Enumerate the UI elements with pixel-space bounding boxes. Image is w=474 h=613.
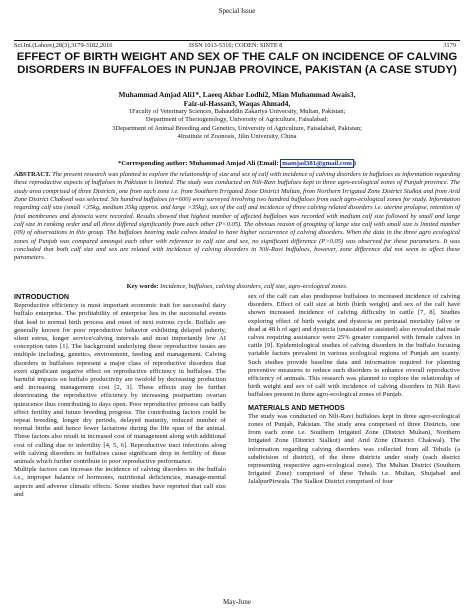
affiliation-line: 3Department of Animal Breeding and Genetics, University of Agriculture, Faisalabad, Pakistan; (112, 124, 362, 132)
special-issue-label: Special Issue (218, 7, 256, 15)
keywords-text: Incidence, buffaloes, calving disorders, calf size, agro-ecological zones. (158, 283, 348, 290)
affiliation-line: Department of Theriogenology, University of Agriculture, Faisalabad; (145, 116, 329, 124)
methods-paragraph: The study was conducted on Nili-Ravi buffaloes kept in three agro-ecological zones of Punjab, Pakistan. The study area comprised of three Districts, one from each zone i.e. Southern Irrigated Zone (District Multan), Northern Irrigated Zone (District Sialkot) and Arid Zone (District Chakwal). The information regarding calving disorders was collected from all Tehsils (a subdivision of district), of the three districts under study (each district representing respective agro-ecological zone). The Multan District (Southern Irrigated Zone) comprised of three Tehsils i.e. Multan, Shujabad and JalalpurPirwala. The Sialkot District comprised of four (248, 412, 460, 486)
issn-text: ISSN 1013-5316; CODEN: SINTE 8 (189, 42, 283, 49)
corresponding-author (14, 160, 460, 167)
introduction-paragraph: Reproductive efficiency is most important economic trait for successful dairy buffalo enterprise. The profitability of enterprise lies in the successful events that lead to normal birth process and onset of next estrous cycle. Buffalo are generally known for poor reproductive behavior exhibiting delayed puberty, silent estrus, longer service/calving intervals and most importantly low AI conception rates [1]. The background underlying these reproductive issues are multiple including, genetics, environment, feeding and management. Calving disorders in buffaloes represent a major class of reproductive disorders that exert significant negative effect on reproductive efficiency in buffaloes. The harmful impacts on buffalo productivity are twofold by decreasing production and increasing management cost [2, 3]. These effects may be further deteriorating the reproductive efficiency by increasing postpartum ovarian quiescence thus contributing to days open. Poor reproductive process can badly effect fertility and future breeding progress. The contributing factors could be repeat breeding, longer dry periods, delayed maturity, reduced number of normal births and hence fewer lactations during the life span of the animal. These factors also result in increased cost of management along with additional cost of culling due to infertility [4, 5, 6]. Reproductive tract infections along with calving disorders in buffaloes cause significant drop in fertility of these animals which further contribute to poor reproductive performance. (14, 302, 226, 466)
author-line: Muhammad Amjad Ali1*, Laeeq Akbar Lodhi2, Mian Muhammad Awais3, (118, 90, 356, 99)
corresponding-label: *Corresponding author: Muhammad Amjad Ali (Email: (117, 160, 281, 167)
left-column (14, 293, 226, 499)
citation-text: Sci.Int.(Lahore),28(3),3179-3182,2016 (14, 42, 113, 49)
corresponding-suffix: ) (353, 160, 357, 167)
author-line: Faiz-ul-Hassan3, Waqas Ahmad4, (183, 99, 291, 108)
affiliation-line: 1Faculty of Veterinary Sciences, Bahauddin Zakariya University, Multan, Pakistan; (128, 108, 346, 115)
introduction-paragraph: Multiple factors can increase the incidence of calving disorders in the buffalo i.e., improper balance of hormones, nutritional deficiencies, manage-mental aspects and adverse climatic effects. Some studies have reported that calf size and (14, 466, 226, 498)
introduction-heading: INTRODUCTION (14, 292, 70, 301)
abstract (14, 171, 460, 263)
affiliation-list (14, 108, 460, 141)
right-column (248, 293, 460, 487)
header-rule (14, 40, 460, 41)
email-link[interactable]: mamjad381@gmail.com (282, 160, 352, 167)
keywords-label: Key words: (126, 283, 159, 290)
abstract-label: ABSTRACT. (14, 171, 51, 178)
body-paragraph: sex of the calf can also predispose buffaloes to increased incidence of calving disorders. Effect of calf size at birth (birth weight) and sex of the calf have shown increased incidence of calving difficulty in cattle [7, 8]. Studies exploring effect of birth weight and dystocia on perinatal mortality (alive or dead at 48 h of age) and dystocia (unassisted or assisted) also revealed that male calves requiring assistance were 25% greater compared with female calves in cattle [9]. Epidemiological studies of calving disorders in the buffalo focusing variable factors prevalent in various ecological regions of Punjab are scanty. Such studies provide baseline data and information required for planning preventive measures to reduce such disorders to enhance overall reproductive efficiency of animals. This research was planned to explore the relationship of birth weight and sex of calf with incidence of calving disorders in Nili Ravi buffaloes present in three agro-ecological zones of Punjab. (248, 293, 460, 399)
affiliation-line: 4Institute of Zoonosis, Jilin University, China (177, 132, 297, 140)
methods-heading: MATERIALS AND METHODS (248, 402, 345, 412)
author-list (14, 90, 460, 108)
keywords (14, 283, 460, 290)
page-number: 3179 (443, 42, 456, 49)
abstract-text: The present research was planned to explore the relationship of size and sex of calf with incidence of calving disorders in buffaloes as information regarding these reproductive aspects of buffaloes in Pakistan is limited. The study was conducted on Nili-Ravi buffaloes kept in three agro-ecological zones of Punjab province. The study area comprised of three Districts, one from each zone i.e. from Southern Irrigated Zone District Multan, from Northern Irrigated Zone District Sialkot and from Arid Zone District Chakwal was selected. Six hundred buffaloes (n=600) were surveyed involving two hundred buffaloes from each agro-ecological zones for study. Information regarding calf size (small <35kg, medium 35kg approx. and large >35kg), sex of the calf and incidence of three calving related disorders i.e. uterine prolapse, retention of fetal membranes and dystocia were recorded. Results showed that highest number of affected buffaloes was recorded with medium calf size followed by small and large calf size in ranking order and all three differed significantly from each other (P<0.05). The obvious reason of grouping of large size calf with small size is limited number (09) of observations in this group. The buffaloes bearing male calves tended to have higher occurrence of calving disorders. When the data in the three agro ecological zones of Punjab was compared amongst each other with reference to calf size and sex, no significant difference (P>0.05) was observed for these parameters. It was concluded that both calf size and sex are related with incidence of calving disorders in Nili-Ravi buffaloes, however, zone difference did not seem to affect these parameters. (14, 171, 460, 262)
paper-title: EFFECT OF BIRTH WEIGHT AND SEX OF THE CALF ON INCIDENCE OF CALVING DISORDERS IN BUFFALOES IN PUNJAB PROVINCE, PAKISTAN (A CASE STUDY) (16, 51, 458, 76)
footer-text: May-June (223, 598, 251, 606)
